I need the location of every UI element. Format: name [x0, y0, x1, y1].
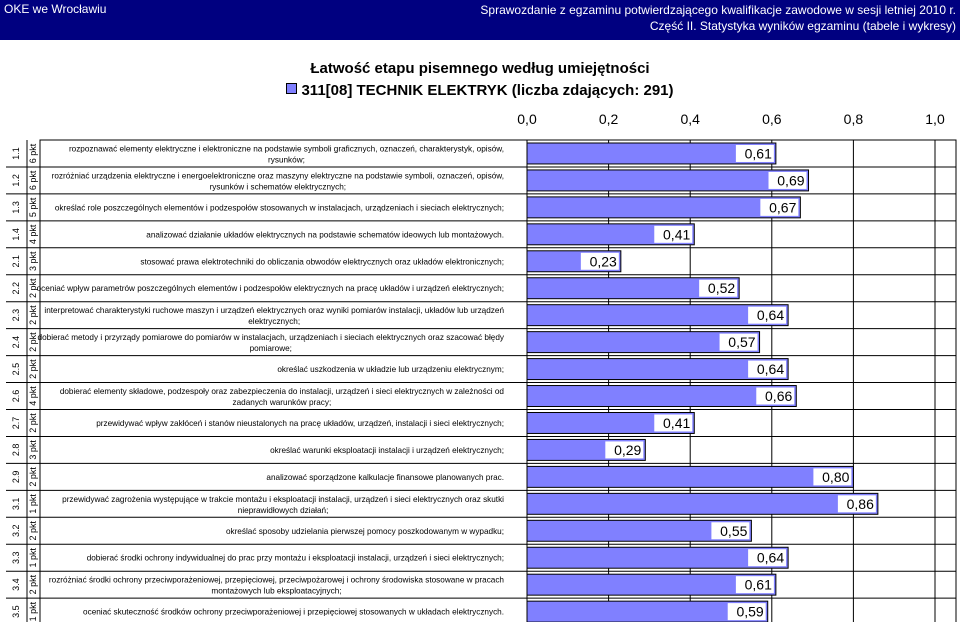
- category-code: 2.6: [11, 389, 21, 403]
- category-label: przewidywać wpływ zakłóceń i stanów nieustalonych na pracę układów, urządzeń, instalacji i sieci elektrycznych;: [96, 418, 504, 428]
- category-code: 3.3: [11, 551, 21, 564]
- value-label: 0,55: [720, 522, 748, 539]
- value-label: 0,57: [728, 334, 756, 351]
- category-points: 6 pkt: [28, 170, 38, 191]
- bar: [527, 386, 796, 407]
- bar: [527, 197, 800, 218]
- x-tick-label: 0,0: [517, 111, 537, 127]
- category-label: określać warunki eksploatacji instalacji i urządzeń elektrycznych;: [270, 445, 504, 455]
- category-points: 6 pkt: [28, 143, 38, 164]
- category-points: 1 pkt: [28, 547, 38, 568]
- category-label: rozróżniać środki ochrony przeciwporażeniowej, przepięciowej, przeciwpożarowej i ochrony środowiska stosowane w pracach montażowych lub eksploatacyjnych;: [48, 575, 504, 596]
- category-points: 4 pkt: [28, 224, 38, 245]
- x-tick-label: 0,2: [598, 111, 619, 127]
- value-label: 0,64: [756, 361, 785, 378]
- category-label: stosować prawa elektrotechniki do obliczania obwodów elektrycznych oraz układów elektronicznych;: [140, 257, 504, 267]
- x-tick-label: 0,8: [843, 111, 864, 127]
- category-label: oceniać skuteczność środków ochrony przeciwporażeniowej i przepięciowej stosowanych w układach elektrycznych.: [83, 607, 504, 617]
- category-points: 2 pkt: [28, 467, 38, 487]
- category-label: określać uszkodzenia w układzie lub urządzeniu elektrycznym;: [277, 365, 504, 375]
- category-label: określać sposoby udzielania pierwszej pomocy poszkodowanym w wypadku;: [225, 526, 504, 536]
- header-report-line1: Sprawozdanie z egzaminu potwierdzającego kwalifikacje zawodowe w sesji letniej 2010 r.: [480, 3, 956, 17]
- value-label: 0,61: [744, 576, 772, 593]
- category-code: 2.1: [11, 255, 21, 268]
- category-code: 3.5: [11, 605, 21, 618]
- category-code: 2.3: [11, 308, 21, 322]
- category-code: 1.4: [11, 228, 21, 241]
- category-code: 2.7: [11, 416, 21, 430]
- chart-title: Łatwość etapu pisemnego według umiejętności: [310, 60, 650, 77]
- category-label: rozpoznawać elementy elektryczne i elektroniczne na podstawie symboli graficznych, oznaczeń, charakterystyk, opisów, rysunków;: [68, 144, 504, 165]
- header-report-line2: Część II. Statystyka wyników egzaminu (tabele i wykresy): [649, 19, 956, 33]
- value-label: 0,41: [663, 226, 691, 243]
- category-points: 1 pkt: [28, 494, 38, 514]
- category-code: 1.3: [11, 201, 21, 214]
- category-points: 2 pkt: [28, 574, 38, 595]
- value-label: 0,64: [756, 549, 785, 566]
- category-points: 2 pkt: [28, 359, 38, 379]
- value-label: 0,67: [769, 199, 797, 216]
- category-points: 2 pkt: [28, 332, 38, 352]
- x-tick-label: 1,0: [925, 111, 945, 127]
- value-label: 0,66: [765, 388, 793, 405]
- category-points: 3 pkt: [28, 251, 38, 272]
- category-label: dobierać elementy składowe, podzespoły oraz zabezpieczenia do instalacji, urządzeń i sieci elektrycznych w zależności od zadanych warunków pracy;: [59, 387, 504, 408]
- category-label: dobierać metody i przyrządy pomiarowe do pomiarów w instalacjach, urządzeniach i sieciach elektrycznych oraz szacować błędy pomiarowe;: [37, 333, 504, 354]
- category-code: 2.4: [11, 335, 21, 349]
- category-points: 3 pkt: [28, 440, 38, 460]
- category-code: 3.2: [11, 524, 21, 538]
- category-points: 1 pkt: [28, 601, 38, 622]
- category-points: 2 pkt: [28, 305, 38, 325]
- category-points: 5 pkt: [28, 197, 38, 218]
- header-organization: OKE we Wrocławiu: [4, 2, 107, 16]
- category-code: 3.1: [11, 497, 21, 511]
- category-code: 2.2: [11, 281, 21, 295]
- category-label: interpretować charakterystyki ruchowe maszyn i urządzeń elektrycznych oraz wyniki pomiarów instalacji, układów lub urządzeń elektrycznych;: [44, 306, 504, 327]
- category-code: 3.4: [11, 578, 21, 591]
- bar: [527, 493, 878, 514]
- category-label: rozróżniać urządzenia elektryczne i energoelektroniczne oraz maszyny elektryczne na podstawie symboli, oznaczeń, opisów, rysunków i schematów elektrycznych;: [51, 171, 504, 192]
- category-label: przewidywać zagrożenia występujące w trakcie montażu i eksploatacji instalacji, urządzeń i sieci elektrycznych oraz skutki nieprawidłowych działań;: [62, 494, 504, 515]
- category-code: 1.2: [11, 174, 21, 187]
- legend-label: 311[08] TECHNIK ELEKTRYK (liczba zdających: 291): [301, 82, 674, 99]
- value-label: 0,29: [614, 441, 642, 458]
- bar: [527, 466, 853, 487]
- category-label: oceniać wpływ parametrów poszczególnych elementów i podzespołów elektrycznych na pracę układów i urządzeń elektrycznych;: [36, 284, 504, 294]
- category-points: 2 pkt: [28, 521, 38, 541]
- x-tick-label: 0,4: [680, 111, 700, 127]
- x-tick-label: 0,6: [762, 111, 782, 127]
- category-points: 4 pkt: [28, 386, 38, 406]
- value-label: 0,23: [589, 253, 617, 270]
- category-label: dobierać środki ochrony indywidualnej do prac przy montażu i eksploatacji instalacji, urządzeń i sieci elektrycznych;: [86, 553, 504, 563]
- value-label: 0,41: [663, 414, 691, 431]
- bar: [527, 170, 809, 191]
- category-points: 2 pkt: [28, 413, 38, 433]
- category-label: analizować sporządzone kalkulacje finansowe planowanych prac.: [266, 472, 504, 482]
- category-code: 2.9: [11, 470, 21, 484]
- category-points: 2 pkt: [28, 278, 38, 298]
- category-label: określać role poszczególnych elementów i podzespołów stosowanych w instalacjach, urządzeniach i sieciach elektrycznych;: [54, 203, 504, 213]
- value-label: 0,52: [707, 280, 736, 297]
- category-label: analizować działanie układów elektrycznych na podstawie schematów ideowych lub montażowych.: [146, 230, 504, 240]
- value-label: 0,80: [822, 468, 850, 485]
- value-label: 0,69: [777, 172, 805, 189]
- value-label: 0,59: [736, 603, 764, 620]
- value-label: 0,86: [846, 495, 874, 512]
- value-label: 0,64: [756, 307, 785, 324]
- value-label: 0,61: [744, 145, 772, 162]
- category-code: 2.5: [11, 362, 21, 376]
- category-code: 1.1: [11, 147, 21, 160]
- category-code: 2.8: [11, 443, 21, 457]
